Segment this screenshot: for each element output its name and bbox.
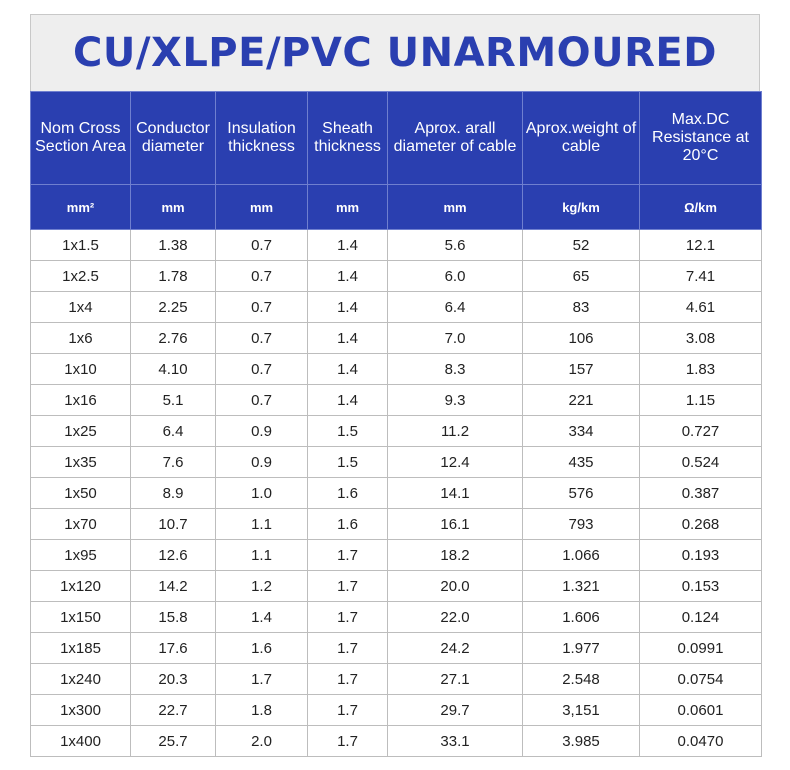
header-row	[31, 92, 762, 185]
table-cell: 0.0991	[640, 633, 762, 664]
table-row	[31, 261, 762, 292]
table-cell: 4.61	[640, 292, 762, 323]
table-cell: 576	[523, 478, 640, 509]
table-cell: 1x6	[31, 323, 131, 354]
table-cell: 1x185	[31, 633, 131, 664]
table-cell: 1x95	[31, 540, 131, 571]
table-row	[31, 726, 762, 757]
table-cell: 1.7	[308, 664, 388, 695]
table-cell: 6.0	[388, 261, 523, 292]
table-cell: 4.10	[131, 354, 216, 385]
table-cell: 0.193	[640, 540, 762, 571]
column-header: Insulation thickness	[216, 92, 308, 185]
table-row	[31, 447, 762, 478]
table-cell: 0.7	[216, 385, 308, 416]
table-cell: 1.7	[308, 571, 388, 602]
table-row	[31, 602, 762, 633]
title-bar	[30, 14, 760, 91]
table-cell: 0.268	[640, 509, 762, 540]
table-cell: 24.2	[388, 633, 523, 664]
table-cell: 1x16	[31, 385, 131, 416]
table-cell: 18.2	[388, 540, 523, 571]
table-cell: 1.7	[308, 602, 388, 633]
column-header: Nom Cross Section Area	[31, 92, 131, 185]
table-cell: 20.0	[388, 571, 523, 602]
table-row	[31, 230, 762, 261]
table-cell: 0.9	[216, 416, 308, 447]
table-cell: 1.7	[308, 695, 388, 726]
table-cell: 2.76	[131, 323, 216, 354]
table-cell: 6.4	[131, 416, 216, 447]
table-cell: 1x4	[31, 292, 131, 323]
table-cell: 106	[523, 323, 640, 354]
column-header: Aprox.weight of cable	[523, 92, 640, 185]
table-cell: 1.6	[308, 509, 388, 540]
table-cell: 14.2	[131, 571, 216, 602]
table-cell: 1x120	[31, 571, 131, 602]
table-cell: 1.15	[640, 385, 762, 416]
column-header: Sheath thickness	[308, 92, 388, 185]
table-cell: 16.1	[388, 509, 523, 540]
table-cell: 793	[523, 509, 640, 540]
table-cell: 1.7	[308, 633, 388, 664]
table-cell: 14.1	[388, 478, 523, 509]
table-cell: 0.124	[640, 602, 762, 633]
table-cell: 435	[523, 447, 640, 478]
table-row	[31, 478, 762, 509]
table-cell: 0.7	[216, 354, 308, 385]
table-cell: 3,151	[523, 695, 640, 726]
table-cell: 3.08	[640, 323, 762, 354]
table-cell: 27.1	[388, 664, 523, 695]
column-header: Conductor diameter	[131, 92, 216, 185]
table-cell: 9.3	[388, 385, 523, 416]
table-cell: 22.0	[388, 602, 523, 633]
spec-sheet	[30, 14, 760, 757]
table-cell: 1.6	[216, 633, 308, 664]
unit-cell: mm	[308, 185, 388, 230]
table-cell: 1x400	[31, 726, 131, 757]
table-row	[31, 292, 762, 323]
table-cell: 2.25	[131, 292, 216, 323]
table-cell: 1.4	[308, 385, 388, 416]
table-cell: 1.4	[308, 261, 388, 292]
table-cell: 0.7	[216, 230, 308, 261]
table-cell: 12.1	[640, 230, 762, 261]
table-cell: 1.4	[308, 354, 388, 385]
table-row	[31, 664, 762, 695]
table-cell: 17.6	[131, 633, 216, 664]
table-cell: 1x2.5	[31, 261, 131, 292]
unit-cell: kg/km	[523, 185, 640, 230]
table-cell: 1x70	[31, 509, 131, 540]
table-cell: 1x150	[31, 602, 131, 633]
table-cell: 10.7	[131, 509, 216, 540]
table-cell: 25.7	[131, 726, 216, 757]
table-cell: 15.8	[131, 602, 216, 633]
table-cell: 0.153	[640, 571, 762, 602]
table-cell: 7.41	[640, 261, 762, 292]
table-cell: 1.4	[308, 323, 388, 354]
table-cell: 8.3	[388, 354, 523, 385]
table-cell: 2.548	[523, 664, 640, 695]
table-cell: 0.727	[640, 416, 762, 447]
table-body	[31, 230, 762, 757]
table-cell: 157	[523, 354, 640, 385]
table-cell: 0.7	[216, 261, 308, 292]
table-row	[31, 416, 762, 447]
table-cell: 11.2	[388, 416, 523, 447]
table-cell: 1.066	[523, 540, 640, 571]
table-cell: 0.0601	[640, 695, 762, 726]
table-cell: 0.7	[216, 292, 308, 323]
table-cell: 0.0470	[640, 726, 762, 757]
table-cell: 3.985	[523, 726, 640, 757]
table-cell: 0.0754	[640, 664, 762, 695]
column-header: Aprox. arall diameter of cable	[388, 92, 523, 185]
table-cell: 6.4	[388, 292, 523, 323]
table-cell: 5.6	[388, 230, 523, 261]
table-cell: 52	[523, 230, 640, 261]
table-cell: 8.9	[131, 478, 216, 509]
table-cell: 1x1.5	[31, 230, 131, 261]
table-cell: 1.7	[308, 540, 388, 571]
unit-cell: mm	[131, 185, 216, 230]
table-cell: 2.0	[216, 726, 308, 757]
table-cell: 1.977	[523, 633, 640, 664]
unit-cell: mm	[216, 185, 308, 230]
table-cell: 1.83	[640, 354, 762, 385]
table-row	[31, 695, 762, 726]
table-cell: 12.4	[388, 447, 523, 478]
table-row	[31, 540, 762, 571]
table-cell: 221	[523, 385, 640, 416]
table-row	[31, 354, 762, 385]
unit-cell: Ω/km	[640, 185, 762, 230]
table-cell: 65	[523, 261, 640, 292]
table-cell: 1.0	[216, 478, 308, 509]
table-cell: 1.4	[308, 230, 388, 261]
table-cell: 83	[523, 292, 640, 323]
table-cell: 1.2	[216, 571, 308, 602]
table-cell: 1.8	[216, 695, 308, 726]
unit-cell: mm²	[31, 185, 131, 230]
table-cell: 20.3	[131, 664, 216, 695]
table-row	[31, 509, 762, 540]
table-cell: 1.321	[523, 571, 640, 602]
table-row	[31, 571, 762, 602]
table-cell: 1x10	[31, 354, 131, 385]
table-cell: 1.1	[216, 540, 308, 571]
table-cell: 0.387	[640, 478, 762, 509]
table-cell: 1x25	[31, 416, 131, 447]
table-cell: 7.6	[131, 447, 216, 478]
table-cell: 0.7	[216, 323, 308, 354]
page-title: CU/XLPE/PVC UNARMOURED	[73, 30, 717, 76]
table-cell: 334	[523, 416, 640, 447]
table-row	[31, 323, 762, 354]
table-cell: 1.7	[216, 664, 308, 695]
table-cell: 1.4	[308, 292, 388, 323]
table-cell: 1.1	[216, 509, 308, 540]
table-cell: 1.5	[308, 416, 388, 447]
table-row	[31, 633, 762, 664]
table-cell: 1.606	[523, 602, 640, 633]
cable-spec-table	[30, 91, 762, 757]
unit-cell: mm	[388, 185, 523, 230]
table-row	[31, 385, 762, 416]
table-cell: 1.4	[216, 602, 308, 633]
table-cell: 22.7	[131, 695, 216, 726]
table-cell: 1.7	[308, 726, 388, 757]
table-cell: 1.38	[131, 230, 216, 261]
table-cell: 7.0	[388, 323, 523, 354]
table-cell: 29.7	[388, 695, 523, 726]
table-cell: 1.5	[308, 447, 388, 478]
table-cell: 1x240	[31, 664, 131, 695]
table-cell: 33.1	[388, 726, 523, 757]
units-row	[31, 185, 762, 230]
table-cell: 5.1	[131, 385, 216, 416]
table-cell: 0.9	[216, 447, 308, 478]
table-cell: 1.78	[131, 261, 216, 292]
table-cell: 0.524	[640, 447, 762, 478]
column-header: Max.DC Resistance at 20°C	[640, 92, 762, 185]
table-cell: 1x50	[31, 478, 131, 509]
table-cell: 1x300	[31, 695, 131, 726]
table-cell: 1.6	[308, 478, 388, 509]
table-cell: 12.6	[131, 540, 216, 571]
table-cell: 1x35	[31, 447, 131, 478]
